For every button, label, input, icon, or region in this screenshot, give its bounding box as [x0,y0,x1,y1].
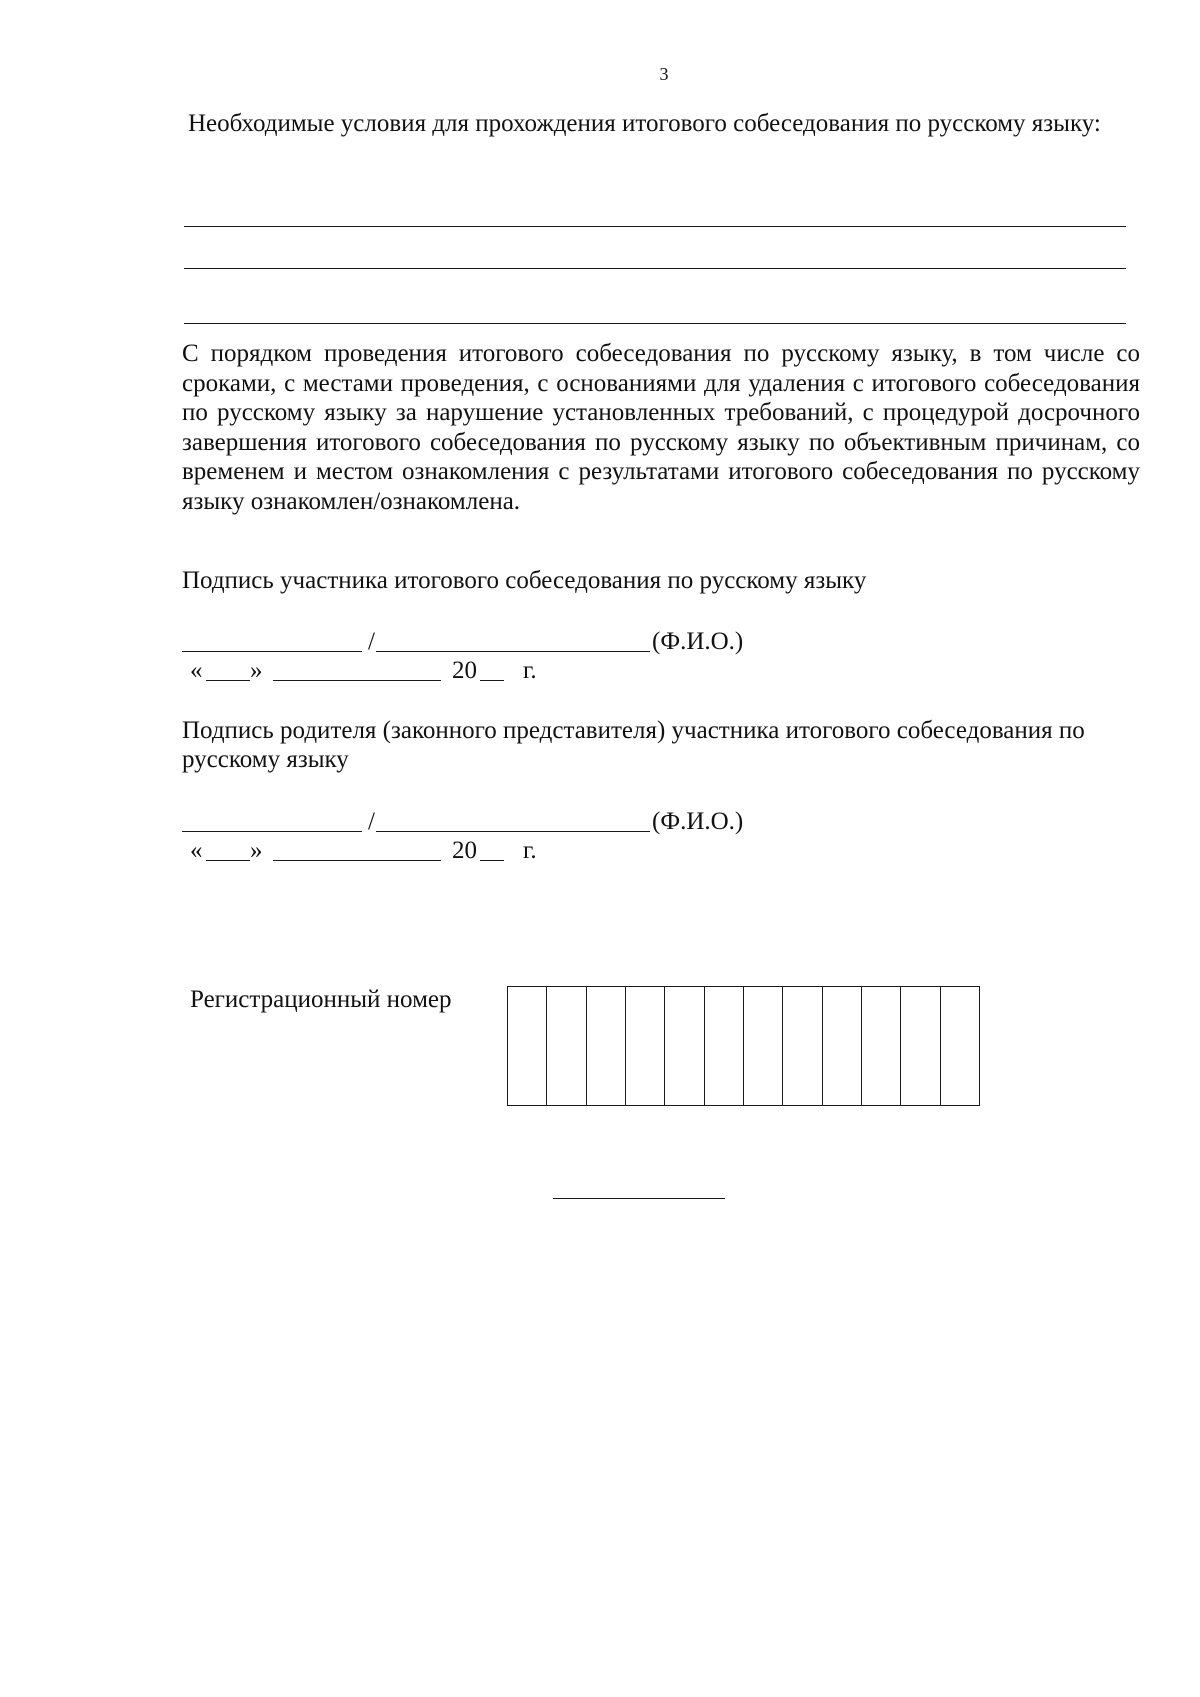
participant-month-field[interactable] [273,680,441,681]
participant-year-prefix: 20 [452,657,477,684]
parent-signature-row [180,806,980,836]
parent-year-suffix: г. [523,837,537,864]
participant-signature-row [180,626,980,656]
registration-number-grid [507,986,980,1106]
participant-fio-field[interactable] [376,651,650,652]
parent-date-row [180,835,980,865]
parent-signature-field[interactable] [182,831,362,832]
footer-rule [553,1198,725,1199]
registration-digit-cell[interactable] [783,987,822,1105]
registration-digit-cell[interactable] [665,987,704,1105]
registration-digit-cell[interactable] [508,987,547,1105]
participant-date-row [180,655,980,685]
parent-date-open-quote: « [190,837,203,864]
parent-fio-field[interactable] [376,831,650,832]
conditions-line-1[interactable] [184,226,1126,227]
parent-day-field[interactable] [206,860,250,861]
conditions-line-3[interactable] [184,323,1126,324]
registration-digit-cell[interactable] [823,987,862,1105]
registration-digit-cell[interactable] [901,987,940,1105]
parent-date-close-quote: » [250,837,263,864]
parent-fio-label: (Ф.И.О.) [652,808,744,835]
participant-date-open-quote: « [190,657,203,684]
registration-digit-cell[interactable] [547,987,586,1105]
participant-year-suffix: г. [523,657,537,684]
participant-signature-field[interactable] [182,651,362,652]
conditions-text: Необходимые условия для прохождения итогового собеседования по русскому языку: [188,110,1101,137]
parent-month-field[interactable] [273,860,441,861]
registration-digit-cell[interactable] [941,987,979,1105]
registration-label: Регистрационный номер [190,986,452,1013]
registration-digit-cell[interactable] [705,987,744,1105]
registration-digit-cell[interactable] [626,987,665,1105]
participant-separator: / [368,628,375,655]
parent-year-prefix: 20 [452,837,477,864]
parent-signature-heading: Подпись родителя (законного представителя) участника итогового собеседования по русскому языку [182,717,1085,773]
participant-date-close-quote: » [250,657,263,684]
registration-digit-cell[interactable] [587,987,626,1105]
registration-digit-cell[interactable] [862,987,901,1105]
conditions-line-2[interactable] [184,268,1126,269]
participant-signature-heading: Подпись участника итогового собеседования по русскому языку [182,567,867,594]
participant-day-field[interactable] [206,680,250,681]
page-number: 3 [659,64,669,84]
procedure-text: С порядком проведения итогового собеседования по русскому языку, в том числе со сроками, с местами проведения, с основаниями для удаления с итогового собеседования по русскому языку за нарушение установленных требований, с процедурой досрочного завершения итогового собеседования по русскому языку по объективным причинам, со временем и местом ознакомления с результатами итогового собеседования по русскому языку ознакомлен/ознакомлена. [182,340,1140,515]
participant-year-field[interactable] [480,680,504,681]
parent-year-field[interactable] [480,860,504,861]
parent-separator: / [368,808,375,835]
participant-fio-label: (Ф.И.О.) [652,628,744,655]
registration-digit-cell[interactable] [744,987,783,1105]
